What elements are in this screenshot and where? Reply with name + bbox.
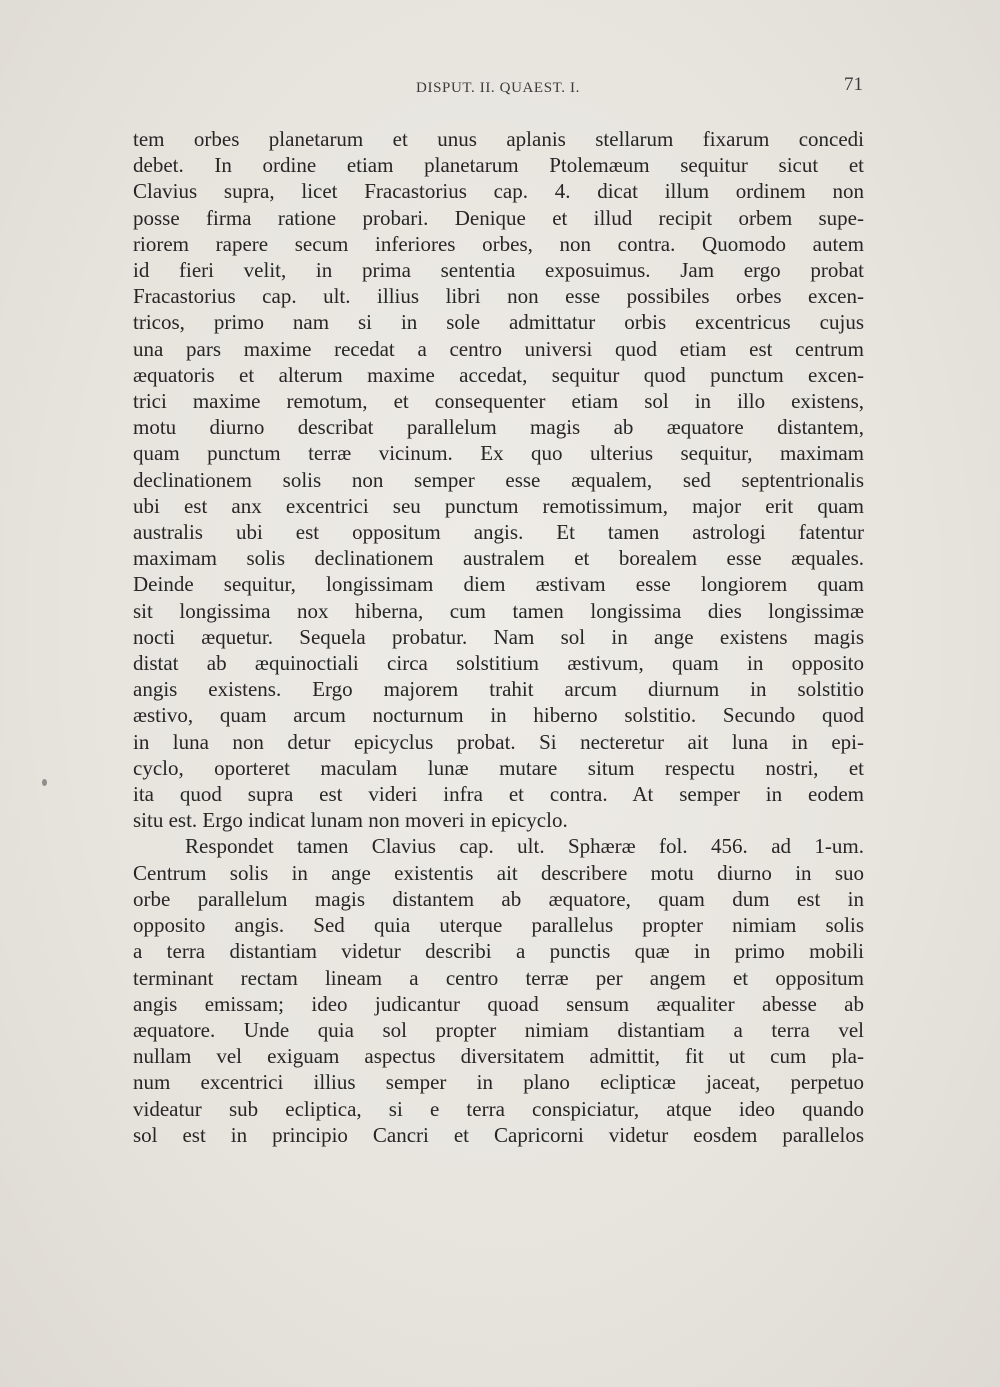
text-line: opposito angis. Sed quia uterque parallelus propter nimiam solis	[133, 913, 864, 938]
text-line: posse firma ratione probari. Denique et illud recipit orbem supe-	[133, 205, 864, 230]
text-line: Deinde sequitur, longissimam diem æstivam esse longiorem quam	[133, 572, 864, 597]
running-title: DISPUT. II. QUAEST. I.	[416, 80, 580, 96]
text-line: videatur sub ecliptica, si e terra conspiciatur, atque ideo quando	[133, 1096, 864, 1121]
text-line: cyclo, oporteret maculam lunæ mutare situm respectu nostri, et	[133, 755, 864, 780]
text-line: maximam solis declinationem australem et borealem esse æquales.	[133, 546, 864, 571]
text-line: debet. In ordine etiam planetarum Ptolemæum sequitur sicut et	[133, 153, 864, 178]
text-line: trici maxime remotum, et consequenter etiam sol in illo existens,	[133, 389, 864, 414]
text-line: Centrum solis in ange existentis ait describere motu diurno in suo	[133, 860, 864, 885]
text-line: a terra distantiam videtur describi a punctis quæ in primo mobili	[133, 939, 864, 964]
text-line: tricos, primo nam si in sole admittatur orbis excentricus cujus	[133, 310, 864, 335]
text-line: distat ab æquinoctiali circa solstitium æstivum, quam in opposito	[133, 651, 864, 676]
text-line: Fracastorius cap. ult. illius libri non esse possibiles orbes excen-	[133, 284, 864, 309]
margin-mark	[42, 779, 47, 786]
page-number: 71	[844, 74, 863, 95]
text-line: quam punctum terræ vicinum. Ex quo ulterius sequitur, maximam	[133, 441, 864, 466]
text-line: nullam vel exiguam aspectus diversitatem admittit, fit ut cum pla-	[133, 1044, 864, 1069]
running-head	[133, 74, 863, 102]
text-line: ita quod supra est videri infra et contra. At semper in eodem	[133, 782, 864, 807]
text-line: in luna non detur epicyclus probat. Si necteretur ait luna in epi-	[133, 729, 864, 754]
text-line: æquatore. Unde quia sol propter nimiam distantiam a terra vel	[133, 1017, 864, 1042]
text-line: sol est in principio Cancri et Capricorni videtur eosdem parallelos	[133, 1122, 864, 1147]
text-line-paragraph-end: situ est. Ergo indicat lunam non moveri in epicyclo.	[133, 808, 568, 833]
text-line: Clavius supra, licet Fracastorius cap. 4. dicat illum ordinem non	[133, 179, 864, 204]
text-line: declinationem solis non semper esse æqualem, sed septentrionalis	[133, 467, 864, 492]
text-line: id fieri velit, in prima sententia exposuimus. Jam ergo probat	[133, 258, 864, 283]
text-line: æstivo, quam arcum nocturnum in hiberno solstitio. Secundo quod	[133, 703, 864, 728]
text-line-paragraph-start: Respondet tamen Clavius cap. ult. Sphæræ fol. 456. ad 1-um.	[185, 834, 864, 859]
text-line: angis existens. Ergo majorem trahit arcum diurnum in solstitio	[133, 677, 864, 702]
text-line: æquatoris et alterum maxime accedat, sequitur quod punctum excen-	[133, 362, 864, 387]
text-line: nocti æquetur. Sequela probatur. Nam sol in ange existens magis	[133, 624, 864, 649]
text-line: ubi est anx excentrici seu punctum remotissimum, major erit quam	[133, 493, 864, 518]
text-line: terminant rectam lineam a centro terræ per angem et oppositum	[133, 965, 864, 990]
text-line: orbe parallelum magis distantem ab æquatore, quam dum est in	[133, 886, 864, 911]
text-line: angis emissam; ideo judicantur quoad sensum æqualiter abesse ab	[133, 991, 864, 1016]
text-line: motu diurno describat parallelum magis ab æquatore distantem,	[133, 415, 864, 440]
body-text	[133, 126, 864, 1148]
text-line: riorem rapere secum inferiores orbes, non contra. Quomodo autem	[133, 231, 864, 256]
text-line: una pars maxime recedat a centro universi quod etiam est centrum	[133, 336, 864, 361]
text-line: tem orbes planetarum et unus aplanis stellarum fixarum concedi	[133, 127, 864, 151]
text-line: sit longissima nox hiberna, cum tamen longissima dies longissimæ	[133, 598, 864, 623]
text-line: australis ubi est oppositum angis. Et tamen astrologi fatentur	[133, 520, 864, 545]
text-line: num excentrici illius semper in plano eclipticæ jaceat, perpetuo	[133, 1070, 864, 1095]
